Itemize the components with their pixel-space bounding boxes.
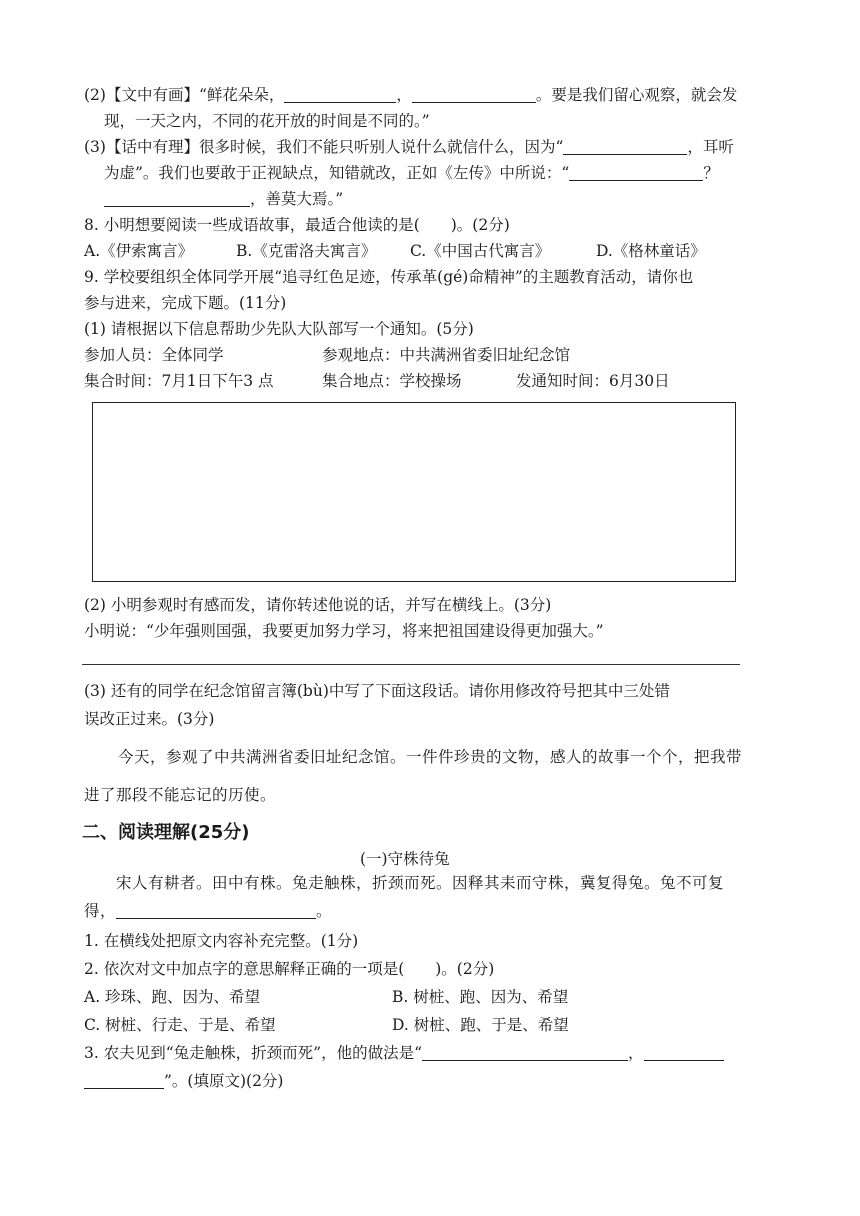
q7-part2-line2: 现，一天之内，不同的花开放的时间是不同的。” bbox=[104, 112, 430, 130]
q7-part3-line2 bbox=[104, 162, 719, 184]
q7-part3-text-b: ，耳听 bbox=[687, 138, 734, 156]
answer-blank[interactable] bbox=[284, 86, 396, 103]
q9-sub1: (1) 请根据以下信息帮助少先队大队部写一个通知。(5分) bbox=[84, 320, 474, 338]
q7-part2-comma: ， bbox=[396, 86, 412, 104]
section-reading-title: 二、阅读理解(25分) bbox=[82, 822, 250, 843]
answer-blank[interactable] bbox=[412, 86, 536, 103]
q7-part3-line3 bbox=[104, 188, 343, 210]
reading-q2-option-c[interactable]: C. 树桩、行走、于是、希望 bbox=[84, 1016, 276, 1034]
answer-blank[interactable] bbox=[569, 164, 703, 181]
reading-q3-line2 bbox=[84, 1070, 283, 1092]
reading-q3-text: 3. 农夫见到“兔走触株，折颈而死”，他的做法是“ bbox=[84, 1044, 422, 1062]
q7-part2-text-end: 。要是我们留心观察，就会发 bbox=[535, 86, 738, 104]
q8-option-d[interactable]: D.《格林童话》 bbox=[596, 242, 706, 260]
story-text-end: 。 bbox=[316, 902, 333, 920]
reading-q3-comma: ， bbox=[628, 1044, 644, 1062]
q7-part3-text: (3)【话中有理】很多时候，我们不能只听别人说什么就信什么，因为“ bbox=[84, 138, 564, 156]
story-title: (一)守株待兔 bbox=[360, 850, 450, 868]
reading-q2: 2. 依次对文中加点字的意思解释正确的一项是( )。(2分) bbox=[84, 960, 495, 978]
q8-option-c[interactable]: C.《中国古代寓言》 bbox=[410, 242, 551, 260]
answer-blank[interactable] bbox=[116, 902, 316, 919]
q8-option-a[interactable]: A.《伊索寓言》 bbox=[84, 242, 194, 260]
q8-option-b[interactable]: B.《克雷洛夫寓言》 bbox=[236, 242, 377, 260]
guestbook-passage-line1: 今天，参观了中共满洲省委旧址纪念馆。一件件珍贵的文物，感人的故事一个个，把我带 bbox=[118, 748, 743, 766]
q7-part3-text-e: ，善莫大焉。” bbox=[250, 190, 344, 208]
notice-writing-box[interactable] bbox=[92, 402, 736, 582]
reading-q3-end: ”。(填原文)(2分) bbox=[164, 1072, 284, 1090]
xiaoming-quote: 小明说：“少年强则国强，我要更加努力学习，将来把祖国建设得更加强大。” bbox=[84, 622, 604, 640]
q9-sub3-line1: (3) 还有的同学在纪念馆留言簿(bù)中写了下面这段话。请你用修改符号把其中三处错 bbox=[84, 682, 670, 700]
story-text-start: 得， bbox=[84, 902, 117, 920]
reading-q2-option-b[interactable]: B. 树桩、跑、因为、希望 bbox=[392, 988, 569, 1006]
q9-stem-line2: 参与进来，完成下题。(11分) bbox=[84, 294, 287, 312]
info-place: 集合地点：学校操场 bbox=[322, 372, 462, 390]
story-text-line1: 宋人有耕者。田中有株。兔走触株，折颈而死。因释其耒而守株，冀复得兔。兔不可复 bbox=[116, 874, 725, 892]
info-location: 参观地点：中共满洲省委旧址纪念馆 bbox=[322, 346, 571, 364]
q7-part3-text-c: 为虚”。我们也要敢于正视缺点，知错就改，正如《左传》中所说：“ bbox=[104, 164, 570, 182]
q7-part3-line1 bbox=[84, 136, 734, 158]
answer-line[interactable] bbox=[82, 664, 740, 665]
q7-part2-text: (2)【文中有画】“鲜花朵朵， bbox=[84, 86, 285, 104]
guestbook-passage-line2: 进了那段不能忘记的历使。 bbox=[84, 786, 277, 804]
info-time: 集合时间：7月1日下午3 点 bbox=[84, 372, 274, 390]
answer-blank[interactable] bbox=[104, 190, 250, 207]
q7-part3-qmark: ？ bbox=[703, 164, 719, 182]
q8-stem: 8. 小明想要阅读一些成语故事，最适合他读的是( )。(2分) bbox=[84, 216, 510, 234]
q9-stem-line1: 9. 学校要组织全体同学开展“追寻红色足迹，传承革(gé)命精神”的主题教育活动，请你也 bbox=[84, 268, 694, 286]
answer-blank[interactable] bbox=[563, 138, 687, 155]
reading-q2-option-a[interactable]: A. 珍珠、跑、因为、希望 bbox=[84, 988, 261, 1006]
q7-part2-line1 bbox=[84, 84, 737, 106]
answer-blank[interactable] bbox=[84, 1072, 164, 1089]
answer-blank[interactable] bbox=[644, 1044, 724, 1061]
q9-sub3-line2: 误改正过来。(3分) bbox=[84, 710, 215, 728]
info-date: 发通知时间：6月30日 bbox=[516, 372, 670, 390]
reading-q3-line1 bbox=[84, 1042, 724, 1064]
q9-sub2: (2) 小明参观时有感而发，请你转述他说的话，并写在横线上。(3分) bbox=[84, 596, 552, 614]
story-text-line2 bbox=[84, 900, 332, 922]
answer-blank[interactable] bbox=[422, 1044, 628, 1061]
reading-q2-option-d[interactable]: D. 树桩、跑、于是、希望 bbox=[392, 1016, 569, 1034]
info-participants: 参加人员：全体同学 bbox=[84, 346, 224, 364]
reading-q1: 1. 在横线处把原文内容补充完整。(1分) bbox=[84, 932, 359, 950]
